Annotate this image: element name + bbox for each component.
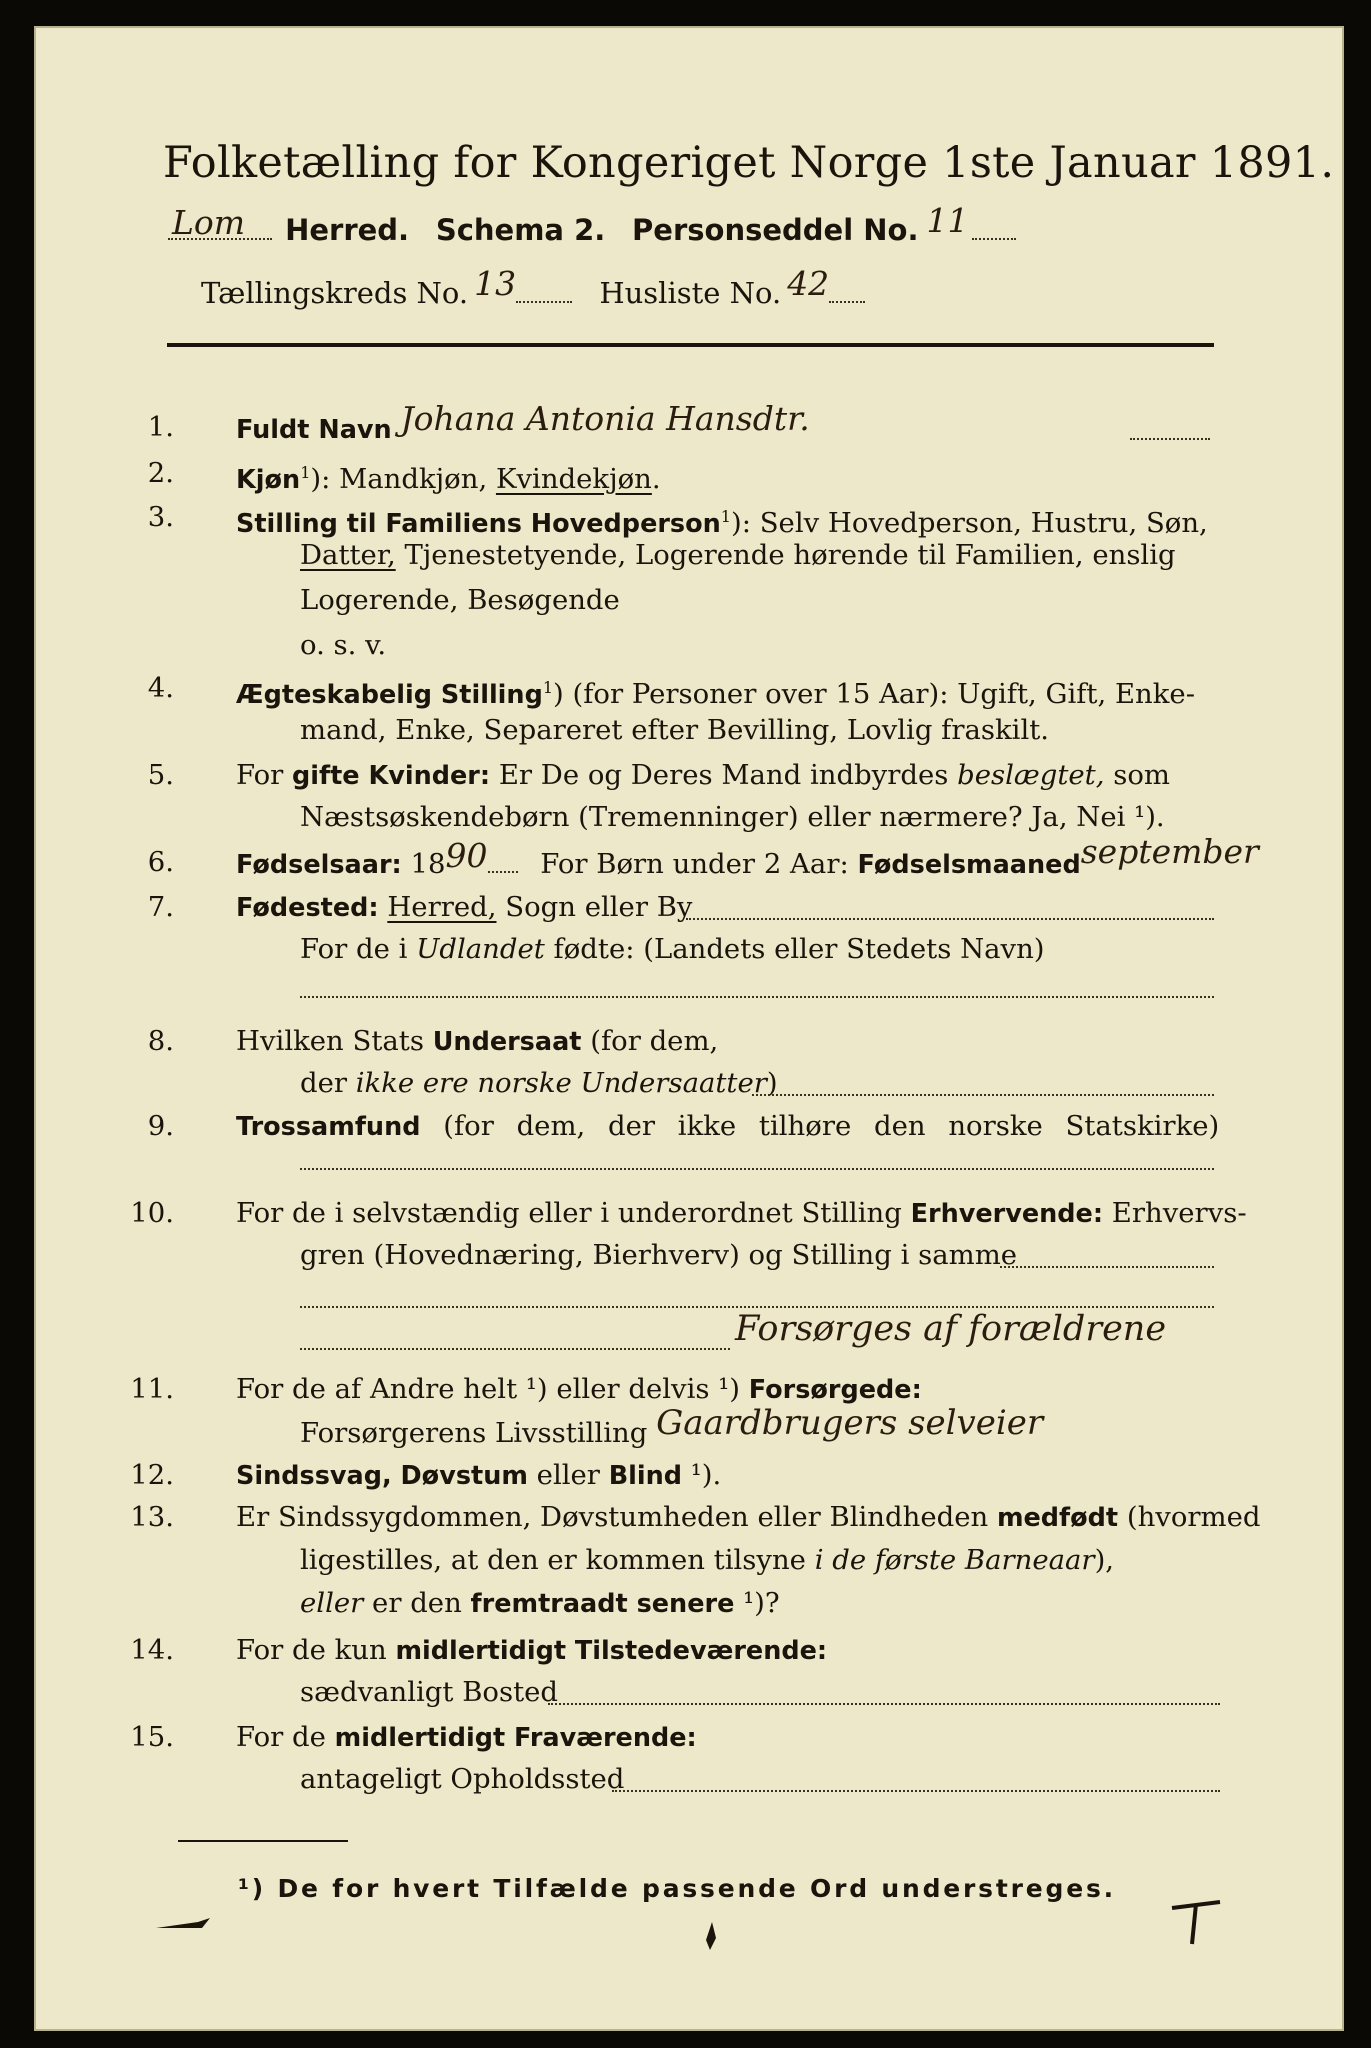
- corner-mark-left: [156, 1918, 210, 1928]
- q9-line: [236, 1109, 1219, 1144]
- q13-line-1: [236, 1500, 1261, 1535]
- q2-end: .: [651, 463, 661, 496]
- q6-year-value: 90: [445, 836, 488, 875]
- q11-label: Forsørgede:: [748, 1375, 922, 1405]
- q5-italic: beslægtet,: [957, 759, 1105, 791]
- q13-line-2: [300, 1543, 1114, 1577]
- q12-label2: Blind: [608, 1461, 683, 1491]
- q8-line-1: [236, 1024, 718, 1059]
- q1-number: 1.: [147, 411, 174, 443]
- dotted-leader: [1000, 1266, 1214, 1268]
- dotted-leader: [548, 1703, 1220, 1705]
- dotted-leader: [752, 1094, 1214, 1096]
- q3-label: Stilling til Familiens Hovedperson: [236, 509, 721, 540]
- q6-label2: Fødselsmaaned: [857, 850, 1081, 880]
- q12-mid: eller: [527, 1459, 609, 1491]
- q13-line1-bold: medfødt: [996, 1503, 1119, 1533]
- q2-label: Kjøn: [236, 465, 301, 496]
- schema-label: Schema 2.: [435, 213, 606, 247]
- q14-line-2: sædvanligt Bosted: [300, 1676, 559, 1708]
- q12-number: 12.: [130, 1459, 174, 1491]
- q8-rest: (for dem,: [581, 1025, 719, 1057]
- q4-line-1: [236, 671, 1195, 712]
- q10-pre: For de i selvstændig eller i underordnet Stilling: [236, 1197, 911, 1229]
- q13-line2-end: ),: [1094, 1544, 1115, 1576]
- personseddel-label: Personseddel No.: [632, 213, 919, 247]
- q6-mid: For Børn under 2 Aar:: [540, 848, 849, 880]
- q7-line2-italic: Udlandet: [416, 933, 545, 965]
- q6-month-value: september: [1080, 832, 1259, 871]
- q2-option-kvindekjon: Kvindekjøn: [495, 463, 652, 496]
- q6-year-prefix: 18: [410, 848, 446, 880]
- q3-option-datter: Datter,: [300, 539, 396, 571]
- q14-pre: For de kun: [236, 1634, 396, 1666]
- q5-label: gifte Kvinder:: [292, 761, 491, 791]
- q8-label: Undersaat: [432, 1027, 582, 1057]
- q1-answer: Johana Antonia Hansdtr.: [400, 399, 810, 438]
- q2-option-mandkjon: Mandkjøn: [339, 463, 479, 496]
- dotted-leader: [612, 1790, 1220, 1792]
- q12-end: ¹).: [682, 1459, 722, 1491]
- dotted-leader: [300, 996, 1214, 998]
- q13-line2-italic: i de første Barneaar: [814, 1544, 1095, 1576]
- dotted-leader: [300, 1306, 1214, 1308]
- q2-footnote-mark: 1: [300, 463, 311, 482]
- q8-line2-pre: der: [300, 1067, 356, 1099]
- herred-value: Lom: [172, 203, 246, 242]
- q9-label: Trossamfund: [236, 1112, 421, 1142]
- q11-line2: Forsørgerens Livsstilling: [300, 1417, 648, 1449]
- q3-footnote-mark: 1: [720, 507, 731, 526]
- q1-line: [236, 399, 810, 447]
- herred-line: [168, 201, 1016, 248]
- q7-label: Fødested:: [236, 893, 379, 923]
- q15-number: 15.: [130, 1721, 174, 1753]
- q13-number: 13.: [130, 1501, 174, 1533]
- q4-label: Ægteskabelig Stilling: [236, 680, 543, 711]
- q8-number: 8.: [147, 1025, 174, 1057]
- q6-label: Fødselsaar:: [236, 850, 402, 880]
- q1-label: Fuldt Navn: [236, 415, 392, 445]
- dotted-leader: [488, 849, 518, 873]
- q14-line-1: [236, 1633, 827, 1668]
- q3-number: 3.: [147, 501, 174, 533]
- q11-pre: For de af Andre helt ¹) eller delvis ¹): [236, 1373, 749, 1405]
- q9-number: 9.: [147, 1110, 174, 1142]
- dotted-leader: [300, 1348, 730, 1350]
- q5-line1-rest: Er De og Deres Mand indbyrdes: [490, 759, 958, 791]
- q10-line-1: [236, 1196, 1247, 1231]
- q10-rest: Erhvervs-: [1103, 1197, 1247, 1229]
- q2-rest: ):: [310, 463, 340, 496]
- kreds-value: 13: [474, 264, 517, 303]
- q3-line-2: [300, 538, 1176, 572]
- q11-line-2: [300, 1403, 1044, 1450]
- q3-line-1: [236, 500, 1208, 541]
- q12-label: Sindssvag, Døvstum: [236, 1461, 528, 1491]
- q5-pre: For: [236, 759, 293, 791]
- q4-footnote-mark: 1: [542, 678, 554, 697]
- q10-number: 10.: [130, 1197, 174, 1229]
- q15-line-1: [236, 1720, 697, 1755]
- husliste-value: 42: [787, 264, 830, 303]
- q11-line-1: [236, 1372, 922, 1407]
- q15-label: midlertidigt Fraværende:: [334, 1723, 697, 1753]
- dotted-leader: [300, 1168, 1214, 1170]
- q7-option-herred: Herred,: [387, 891, 497, 923]
- q11-number: 11.: [130, 1373, 174, 1405]
- q7-line2-rest: fødte: (Landets eller Stedets Navn): [544, 933, 1045, 965]
- q7-rest: Sogn eller By: [496, 891, 693, 923]
- corner-mark-right: [1172, 1902, 1220, 1944]
- dotted-leader: [516, 279, 572, 303]
- husliste-label: Husliste No.: [599, 276, 782, 310]
- footnote: ¹) De for hvert Tilfælde passende Ord understreges.: [238, 1874, 1116, 1903]
- q13-line1-end: (hvormed: [1118, 1501, 1261, 1533]
- q5-line-2: Næstsøskendebørn (Tremenninger) eller nærmere? Ja, Nei ¹).: [300, 801, 1165, 833]
- q3-line-4: o. s. v.: [300, 629, 387, 661]
- q14-number: 14.: [130, 1634, 174, 1666]
- q4-line1-rest: ) (for Personer over 15 Aar): Ugift, Gift, Enke-: [553, 678, 1195, 711]
- herred-label: Herred.: [285, 213, 410, 247]
- q7-number: 7.: [147, 891, 174, 923]
- form-title: Folketælling for Kongeriget Norge 1ste Januar 1891.: [163, 138, 1335, 188]
- q13-line3-italic: eller: [300, 1587, 364, 1619]
- kreds-line: [201, 264, 865, 310]
- q8-line-2: [300, 1066, 778, 1100]
- personseddel-value: 11: [926, 201, 969, 240]
- q6-line: [236, 832, 1259, 882]
- dotted-leader: [686, 918, 1214, 920]
- dotted-leader: [829, 279, 865, 303]
- q9-rest: (for dem, der ikke tilhøre den norske Statskirke): [420, 1110, 1220, 1142]
- q2-line: [236, 456, 661, 497]
- q15-line-2: antageligt Opholdssted: [300, 1763, 625, 1795]
- q13-line2-pre: ligestilles, at den er kommen tilsyne: [300, 1544, 815, 1576]
- q13-line3-end: ¹)?: [734, 1587, 780, 1619]
- footnote-rule: [178, 1840, 348, 1842]
- dotted-leader: [1130, 438, 1210, 440]
- q5-line-1: [236, 758, 1170, 793]
- q10-line-2: gren (Hovednæring, Bierhverv) og Stilling i samme: [300, 1239, 1018, 1271]
- q10-label: Erhvervende:: [910, 1199, 1104, 1229]
- q8-line2-italic: ikke ere norske Undersaatter: [355, 1067, 767, 1099]
- corner-mark-center: [706, 1922, 716, 1950]
- q13-line3-mid: er den: [363, 1587, 471, 1619]
- q7-line-1: [236, 890, 692, 925]
- q13-line-3: [300, 1586, 780, 1621]
- q3-line-3: Logerende, Besøgende: [300, 584, 620, 616]
- q11-answer: Gaardbrugers selveier: [656, 1403, 1044, 1443]
- q8-pre: Hvilken Stats: [236, 1025, 433, 1057]
- q13-line3-bold: fremtraadt senere: [470, 1589, 735, 1619]
- dotted-leader: [972, 216, 1016, 240]
- q3-line1-rest: ): Selv Hovedperson, Hustru, Søn,: [730, 507, 1208, 540]
- kreds-label: Tællingskreds No.: [201, 276, 469, 310]
- q14-label: midlertidigt Tilstedeværende:: [395, 1636, 828, 1666]
- q6-number: 6.: [147, 846, 174, 878]
- q7-line-2: [300, 932, 1045, 966]
- q3-line2-rest: Tjenestetyende, Logerende hørende til Familien, enslig: [404, 539, 1176, 571]
- q10-answer: Forsørges af forældrene: [735, 1309, 1167, 1349]
- q13-line1-pre: Er Sindssygdommen, Døvstumheden eller Blindheden: [236, 1501, 997, 1533]
- q12-line: [236, 1458, 721, 1493]
- header-separator: [167, 343, 1214, 347]
- q8-line2-end: ): [766, 1067, 778, 1099]
- q4-line-2: mand, Enke, Separeret efter Bevilling, Lovlig fraskilt.: [300, 714, 1050, 746]
- q4-number: 4.: [147, 672, 174, 704]
- q2-number: 2.: [147, 457, 174, 489]
- corner-marks: [150, 1900, 1250, 1970]
- q7-line2-pre: For de i: [300, 933, 417, 965]
- q15-pre: For de: [236, 1721, 335, 1753]
- q5-number: 5.: [147, 759, 174, 791]
- q2-sep: ,: [478, 463, 496, 496]
- q5-line1-end: som: [1104, 759, 1170, 791]
